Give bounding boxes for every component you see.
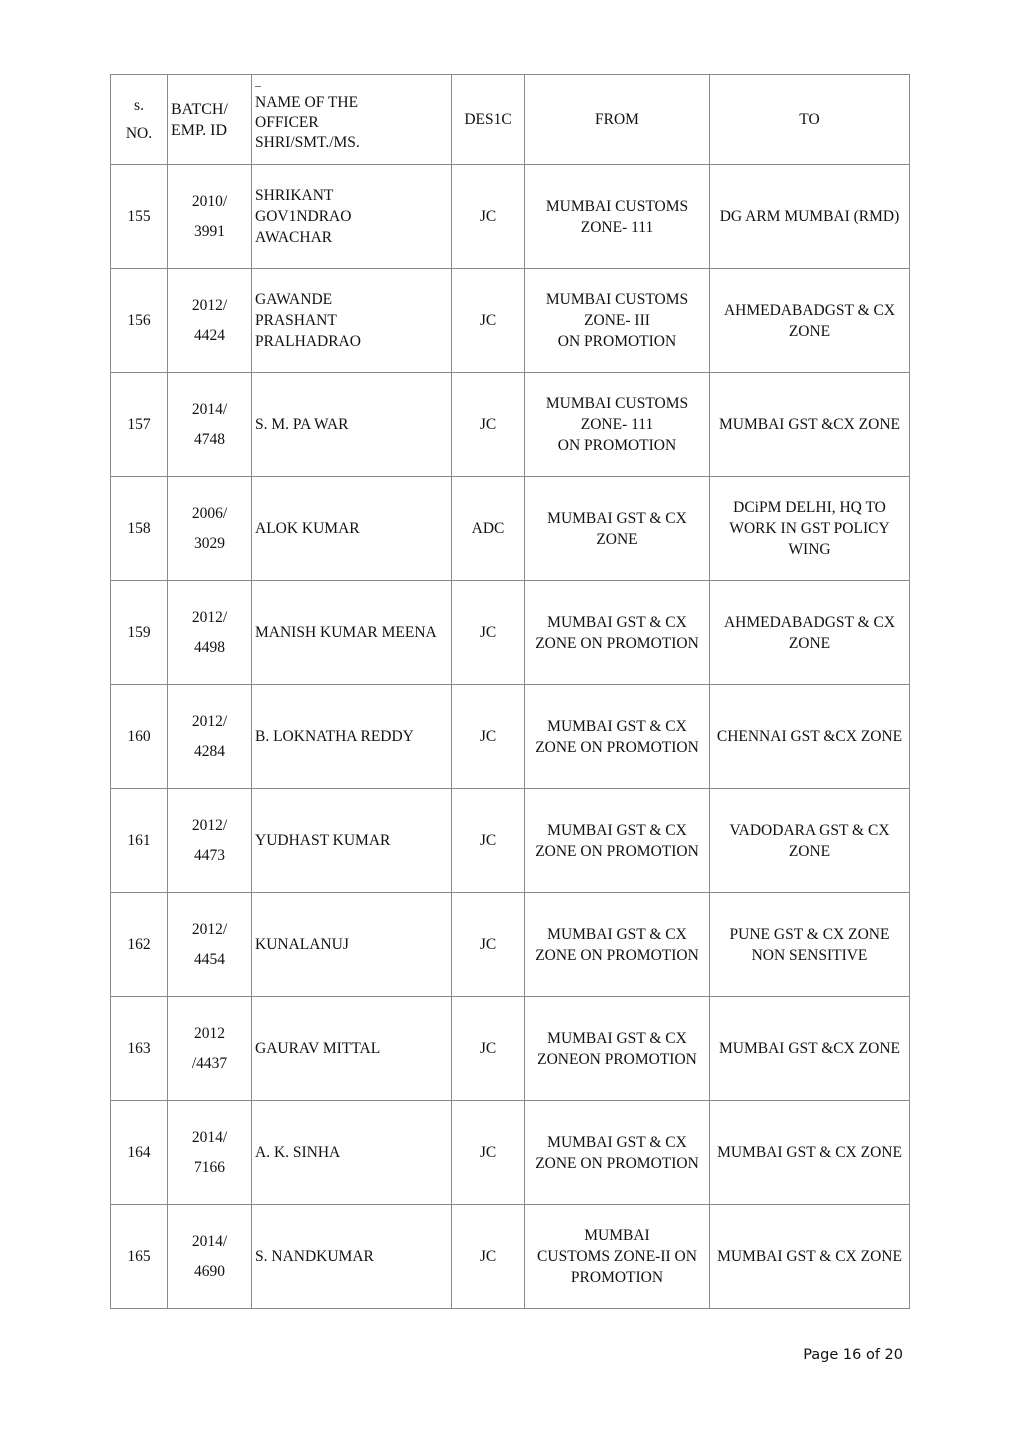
cell-from bbox=[525, 477, 710, 581]
transfer-table bbox=[110, 74, 910, 1309]
batch-year: 2012/ bbox=[191, 712, 228, 730]
to-line: DG ARM MUMBAI (RMD) bbox=[719, 208, 900, 225]
table-row bbox=[111, 893, 910, 997]
from-line: MUMBAI GST & CX bbox=[547, 717, 687, 735]
from-line: ZONE- 111 bbox=[580, 416, 654, 433]
cell-designation: JC bbox=[452, 269, 525, 373]
table-row bbox=[111, 269, 910, 373]
cell-sno: 159 bbox=[111, 581, 168, 685]
header-name-line3: SHRI/SMT./MS. bbox=[255, 134, 360, 151]
table-row bbox=[111, 1101, 910, 1205]
from-line: MUMBAI CUSTOMS bbox=[545, 291, 689, 308]
cell-sno: 157 bbox=[111, 373, 168, 477]
cell-designation: JC bbox=[452, 893, 525, 997]
officer-name-line: A. K. SINHA bbox=[255, 1144, 341, 1161]
cell-to bbox=[710, 685, 910, 789]
to-line: MUMBAI GST & CX ZONE bbox=[717, 1248, 902, 1265]
table-row bbox=[111, 997, 910, 1101]
officer-name-line: PRASHANT bbox=[255, 312, 337, 329]
from-line: MUMBAI GST & CX bbox=[547, 1133, 687, 1151]
cell-designation: JC bbox=[452, 1101, 525, 1205]
cell-from bbox=[525, 269, 710, 373]
from-line: CUSTOMS ZONE-II ON bbox=[537, 1248, 697, 1265]
emp-id: 3029 bbox=[194, 534, 225, 552]
cell-from bbox=[525, 581, 710, 685]
to-line: PUNE GST & CX ZONE bbox=[729, 925, 890, 943]
header-to: TO bbox=[710, 75, 910, 165]
to-line: MUMBAI GST &CX ZONE bbox=[719, 416, 900, 433]
cell-batch bbox=[168, 1205, 252, 1309]
cell-from bbox=[525, 165, 710, 269]
officer-name-line: GAURAV MITTAL bbox=[255, 1040, 381, 1057]
cell-officer-name bbox=[252, 269, 452, 373]
header-designation: DES1C bbox=[452, 75, 525, 165]
from-line: MUMBAI bbox=[584, 1227, 650, 1244]
to-line: ZONE bbox=[788, 842, 831, 860]
emp-id: 4454 bbox=[194, 950, 225, 968]
cell-sno: 163 bbox=[111, 997, 168, 1101]
cell-batch bbox=[168, 269, 252, 373]
table-header-row bbox=[111, 75, 910, 165]
cell-sno: 164 bbox=[111, 1101, 168, 1205]
to-line: MUMBAI GST & CX ZONE bbox=[717, 1144, 902, 1161]
cell-batch bbox=[168, 581, 252, 685]
emp-id: 4748 bbox=[194, 430, 225, 448]
cell-officer-name bbox=[252, 373, 452, 477]
cell-from bbox=[525, 997, 710, 1101]
table-body bbox=[111, 165, 910, 1309]
header-from: FROM bbox=[525, 75, 710, 165]
header-batch-line2: EMP. ID bbox=[171, 121, 228, 139]
to-line: ZONE bbox=[788, 322, 831, 340]
emp-id: /4437 bbox=[191, 1054, 228, 1072]
batch-year: 2012 bbox=[194, 1024, 225, 1042]
cell-designation: JC bbox=[452, 165, 525, 269]
cell-sno: 158 bbox=[111, 477, 168, 581]
to-line: DCiPM DELHI, HQ TO bbox=[733, 499, 886, 516]
header-name-line2: OFFICER bbox=[255, 114, 319, 131]
table-row bbox=[111, 477, 910, 581]
batch-year: 2012/ bbox=[191, 816, 228, 834]
header-name-line1: NAME OF THE bbox=[255, 94, 359, 111]
cell-to bbox=[710, 997, 910, 1101]
from-line: MUMBAI GST & CX bbox=[547, 613, 687, 631]
from-line: ZONE bbox=[596, 530, 638, 548]
batch-year: 2014/ bbox=[191, 400, 228, 418]
cell-batch bbox=[168, 1101, 252, 1205]
table-row bbox=[111, 165, 910, 269]
cell-sno: 156 bbox=[111, 269, 168, 373]
header-sno-line1: s. bbox=[134, 96, 144, 114]
cell-officer-name bbox=[252, 1101, 452, 1205]
to-line: MUMBAI GST &CX ZONE bbox=[719, 1040, 900, 1057]
officer-name-line: S. M. PA WAR bbox=[255, 416, 349, 433]
emp-id: 4473 bbox=[194, 846, 225, 864]
to-line: AHMEDABADGST & CX bbox=[723, 613, 896, 631]
header-tick-mark bbox=[255, 86, 261, 87]
emp-id: 4498 bbox=[194, 638, 225, 656]
cell-from bbox=[525, 789, 710, 893]
cell-designation: JC bbox=[452, 581, 525, 685]
cell-designation: JC bbox=[452, 997, 525, 1101]
cell-batch bbox=[168, 789, 252, 893]
cell-officer-name bbox=[252, 1205, 452, 1309]
to-line: ZONE bbox=[788, 634, 831, 652]
from-line: ZONE ON PROMOTION bbox=[535, 634, 699, 652]
to-line: WING bbox=[788, 541, 831, 558]
from-line: MUMBAI CUSTOMS bbox=[545, 197, 689, 215]
cell-sno: 162 bbox=[111, 893, 168, 997]
from-line: ZONE ON PROMOTION bbox=[535, 738, 699, 756]
cell-batch bbox=[168, 477, 252, 581]
cell-to bbox=[710, 269, 910, 373]
from-line: ZONE ON PROMOTION bbox=[535, 1154, 699, 1172]
page-number: Page 16 of 20 bbox=[803, 1347, 903, 1363]
cell-to bbox=[710, 373, 910, 477]
cell-sno: 165 bbox=[111, 1205, 168, 1309]
officer-name-line: AWACHAR bbox=[255, 229, 333, 246]
emp-id: 4424 bbox=[194, 326, 225, 344]
cell-officer-name bbox=[252, 477, 452, 581]
to-line: CHENNAI GST &CX ZONE bbox=[716, 728, 903, 745]
cell-from bbox=[525, 1205, 710, 1309]
officer-name-line: GOV1NDRAO bbox=[255, 208, 352, 225]
emp-id: 4690 bbox=[194, 1262, 225, 1280]
officer-name-line: PRALHADRAO bbox=[255, 333, 361, 350]
officer-name-line: B. LOKNATHA REDDY bbox=[255, 728, 414, 745]
cell-batch bbox=[168, 893, 252, 997]
table-row bbox=[111, 685, 910, 789]
emp-id: 4284 bbox=[194, 742, 225, 760]
from-line: ON PROMOTION bbox=[557, 437, 677, 454]
cell-batch bbox=[168, 997, 252, 1101]
cell-to bbox=[710, 1205, 910, 1309]
cell-from bbox=[525, 1101, 710, 1205]
table-row bbox=[111, 789, 910, 893]
emp-id: 7166 bbox=[194, 1158, 225, 1176]
header-sno bbox=[111, 75, 168, 165]
cell-to bbox=[710, 581, 910, 685]
batch-year: 2012/ bbox=[191, 920, 228, 938]
from-line: ZONEON PROMOTION bbox=[537, 1050, 697, 1068]
from-line: PROMOTION bbox=[570, 1269, 664, 1286]
cell-from bbox=[525, 893, 710, 997]
to-line: NON SENSITIVE bbox=[751, 946, 868, 964]
cell-sno: 155 bbox=[111, 165, 168, 269]
cell-designation: JC bbox=[452, 373, 525, 477]
cell-batch bbox=[168, 165, 252, 269]
officer-name-line: S. NANDKUMAR bbox=[255, 1248, 374, 1265]
table-row bbox=[111, 581, 910, 685]
officer-name-line: GAWANDE bbox=[255, 291, 333, 308]
header-sno-line2: NO. bbox=[125, 124, 153, 142]
table-row bbox=[111, 1205, 910, 1309]
cell-sno: 160 bbox=[111, 685, 168, 789]
officer-name-line: SHRIKANT bbox=[255, 187, 334, 204]
cell-designation: JC bbox=[452, 789, 525, 893]
cell-officer-name bbox=[252, 165, 452, 269]
cell-from bbox=[525, 685, 710, 789]
emp-id: 3991 bbox=[194, 222, 225, 240]
from-line: ZONE ON PROMOTION bbox=[535, 842, 699, 860]
batch-year: 2014/ bbox=[191, 1128, 228, 1146]
header-name bbox=[252, 75, 452, 165]
from-line: MUMBAI GST & CX bbox=[547, 1029, 687, 1047]
from-line: MUMBAI GST & CX bbox=[547, 821, 687, 839]
cell-sno: 161 bbox=[111, 789, 168, 893]
cell-batch bbox=[168, 373, 252, 477]
cell-officer-name bbox=[252, 789, 452, 893]
from-line: ON PROMOTION bbox=[557, 333, 677, 350]
header-batch-line1: BATCH/ bbox=[171, 100, 228, 118]
batch-year: 2014/ bbox=[191, 1232, 228, 1250]
cell-to bbox=[710, 789, 910, 893]
table-row bbox=[111, 373, 910, 477]
cell-to bbox=[710, 893, 910, 997]
officer-name-line: ALOK KUMAR bbox=[255, 520, 360, 537]
cell-designation: ADC bbox=[452, 477, 525, 581]
cell-officer-name bbox=[252, 997, 452, 1101]
cell-batch bbox=[168, 685, 252, 789]
from-line: MUMBAI GST & CX bbox=[547, 925, 687, 943]
batch-year: 2012/ bbox=[191, 296, 228, 314]
from-line: ZONE- III bbox=[584, 312, 650, 329]
to-line: WORK IN GST POLICY bbox=[729, 520, 890, 537]
from-line: ZONE- 111 bbox=[580, 218, 654, 236]
cell-designation: JC bbox=[452, 685, 525, 789]
from-line: MUMBAI GST & CX bbox=[547, 509, 687, 527]
officer-name-line: MANISH KUMAR MEENA bbox=[255, 624, 437, 641]
cell-to bbox=[710, 477, 910, 581]
cell-officer-name bbox=[252, 685, 452, 789]
cell-from bbox=[525, 373, 710, 477]
from-line: ZONE ON PROMOTION bbox=[535, 946, 699, 964]
cell-to bbox=[710, 165, 910, 269]
officer-name-line: YUDHAST KUMAR bbox=[255, 832, 391, 849]
batch-year: 2012/ bbox=[191, 608, 228, 626]
officer-name-line: KUNALANUJ bbox=[255, 936, 349, 953]
to-line: VADODARA GST & CX bbox=[729, 821, 890, 839]
cell-officer-name bbox=[252, 893, 452, 997]
cell-designation: JC bbox=[452, 1205, 525, 1309]
cell-to bbox=[710, 1101, 910, 1205]
batch-year: 2010/ bbox=[191, 192, 228, 210]
to-line: AHMEDABADGST & CX bbox=[723, 301, 896, 319]
header-batch bbox=[168, 75, 252, 165]
cell-officer-name bbox=[252, 581, 452, 685]
from-line: MUMBAI CUSTOMS bbox=[545, 395, 689, 412]
batch-year: 2006/ bbox=[191, 504, 228, 522]
